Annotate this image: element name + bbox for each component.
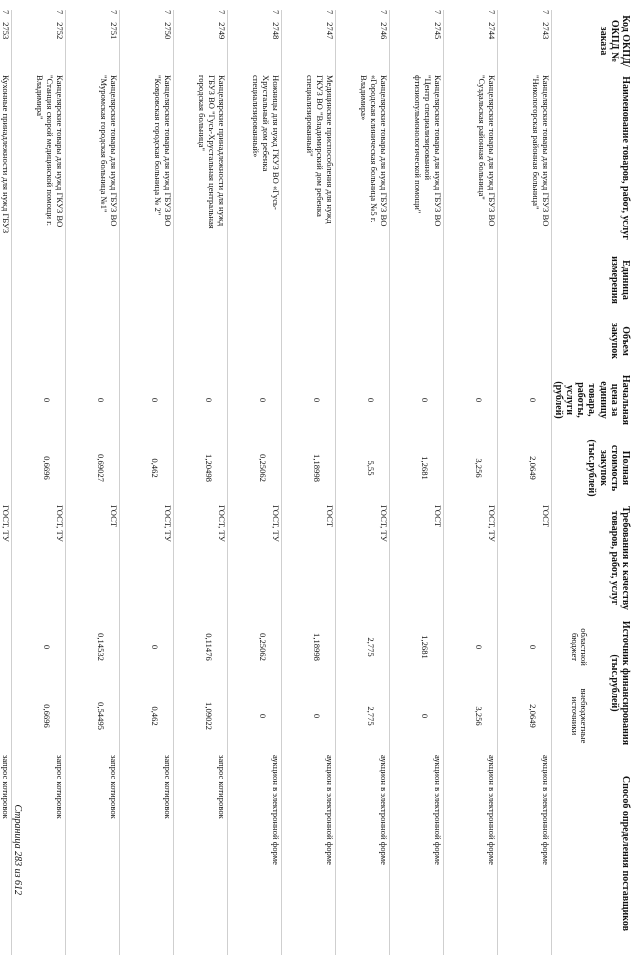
cell-requirements: ГОСТ, ТУ bbox=[119, 502, 173, 614]
order-number: 2747 bbox=[324, 22, 335, 40]
cell-method: аукцион в электронной форме bbox=[389, 752, 443, 955]
cell-requirements: ГОСТ, ТУ bbox=[443, 502, 497, 614]
header-unit: Единица измерения bbox=[608, 256, 631, 304]
cell-unit-price: 0 bbox=[65, 366, 119, 434]
cell-unit-price: 0 bbox=[389, 366, 443, 434]
cell-budget: 0,14532 bbox=[65, 614, 119, 680]
cell-volume bbox=[389, 316, 443, 366]
cell-name: Канцелярские товары для нужд ГБУЗ ВО "Муромская городская больница №1" bbox=[65, 72, 119, 244]
code-prefix: 7 bbox=[324, 10, 335, 15]
cell-requirements: ГОСТ, ТУ bbox=[0, 502, 11, 614]
header-name: Наименование товаров, работ, услуг bbox=[620, 76, 631, 240]
table-row bbox=[0, 10, 11, 955]
table-row bbox=[227, 10, 281, 955]
cell-requirements: ГОСТ bbox=[497, 502, 551, 614]
order-number: 2745 bbox=[432, 22, 443, 40]
table-row bbox=[389, 10, 443, 955]
cell-volume bbox=[65, 316, 119, 366]
code-prefix: 7 bbox=[378, 10, 389, 15]
cell-code bbox=[281, 10, 335, 72]
table-header-row bbox=[589, 10, 632, 955]
table-row bbox=[173, 10, 227, 955]
cell-offbudget bbox=[0, 680, 11, 752]
code-prefix: 7 bbox=[0, 10, 11, 15]
cell-code bbox=[389, 10, 443, 72]
cell-total-cost: 1,2681 bbox=[389, 434, 443, 502]
cell-total-cost bbox=[0, 434, 11, 502]
cell-unit bbox=[0, 244, 11, 316]
cell-offbudget: 0 bbox=[389, 680, 443, 752]
cell-name: Кухонные принадлежности для нужд ГБУЗ bbox=[0, 72, 11, 244]
code-prefix: 7 bbox=[162, 10, 173, 15]
cell-volume bbox=[497, 316, 551, 366]
cell-requirements: ГОСТ, ТУ bbox=[11, 502, 65, 614]
header-unit-price: Начальная цена за единицу товара, работы, услуги (рублей) bbox=[552, 374, 631, 426]
cell-total-cost: 0,25062 bbox=[227, 434, 281, 502]
cell-offbudget: 3,256 bbox=[443, 680, 497, 752]
cell-total-cost: 0,6696 bbox=[11, 434, 65, 502]
cell-budget: 1,18998 bbox=[281, 614, 335, 680]
cell-volume bbox=[173, 316, 227, 366]
cell-unit bbox=[227, 244, 281, 316]
cell-unit-price: 0 bbox=[281, 366, 335, 434]
cell-total-cost: 1,18998 bbox=[281, 434, 335, 502]
cell-method: аукцион в электронной форме bbox=[227, 752, 281, 955]
cell-method: аукцион в электронной форме bbox=[497, 752, 551, 955]
cell-volume bbox=[227, 316, 281, 366]
cell-unit bbox=[335, 244, 389, 316]
cell-unit-price: 0 bbox=[173, 366, 227, 434]
cell-requirements: ГОСТ bbox=[65, 502, 119, 614]
code-prefix: 7 bbox=[216, 10, 227, 15]
cell-offbudget: 0,54495 bbox=[65, 680, 119, 752]
cell-name: Канцелярские товары для нужд ГБУЗ ВО "Никологорская районная больница" bbox=[497, 72, 551, 244]
cell-total-cost: 5,55 bbox=[335, 434, 389, 502]
cell-total-cost: 1,20498 bbox=[173, 434, 227, 502]
cell-code bbox=[227, 10, 281, 72]
cell-volume bbox=[281, 316, 335, 366]
header-financing: Источник финансирования (тыс.рублей) bbox=[608, 620, 631, 746]
cell-code bbox=[173, 10, 227, 72]
cell-offbudget: 0 bbox=[227, 680, 281, 752]
code-prefix: 7 bbox=[432, 10, 443, 15]
cell-unit bbox=[65, 244, 119, 316]
cell-unit-price: 0 bbox=[443, 366, 497, 434]
cell-unit-price: 0 bbox=[497, 366, 551, 434]
header-method: Способ определения поставщиков bbox=[620, 775, 631, 932]
cell-unit-price: 0 bbox=[335, 366, 389, 434]
page-footer: Страница 283 из 612 bbox=[12, 804, 23, 895]
order-number: 2751 bbox=[108, 22, 119, 40]
table-row bbox=[65, 10, 119, 955]
cell-code bbox=[0, 10, 11, 72]
cell-budget: 0 bbox=[497, 614, 551, 680]
cell-name: Канцелярские товары для нужд ГБУЗ ВО "Суздальская районная больница" bbox=[443, 72, 497, 244]
cell-method: аукцион в электронной форме bbox=[335, 752, 389, 955]
procurement-table bbox=[0, 10, 632, 955]
cell-offbudget: 1,09022 bbox=[173, 680, 227, 752]
cell-total-cost: 0,462 bbox=[119, 434, 173, 502]
cell-name: Канцелярские товары для нужд ГБУЗ ВО "Центр специализированной фтизиопульмонологической помощи" bbox=[389, 72, 443, 244]
cell-method: аукцион в электронной форме bbox=[443, 752, 497, 955]
code-prefix: 7 bbox=[54, 10, 65, 15]
cell-name: Канцелярские товары для нужд ГБУЗ ВО «Городская клиническая больница №5 г. Владимира» bbox=[335, 72, 389, 244]
cell-unit bbox=[173, 244, 227, 316]
table-row bbox=[281, 10, 335, 955]
cell-unit bbox=[443, 244, 497, 316]
code-prefix: 7 bbox=[108, 10, 119, 15]
table-row bbox=[497, 10, 551, 955]
cell-requirements: ГОСТ, ТУ bbox=[227, 502, 281, 614]
table-row bbox=[119, 10, 173, 955]
cell-method: запрос котировок bbox=[0, 752, 11, 955]
header-volume: Объем закупок bbox=[608, 322, 631, 360]
cell-code bbox=[119, 10, 173, 72]
cell-volume bbox=[443, 316, 497, 366]
code-prefix: 7 bbox=[486, 10, 497, 15]
cell-requirements: ГОСТ, ТУ bbox=[173, 502, 227, 614]
header-requirements: Требования к качеству товаров, работ, услуг bbox=[608, 506, 631, 610]
cell-unit bbox=[497, 244, 551, 316]
cell-offbudget: 0,6696 bbox=[11, 680, 65, 752]
cell-offbudget: 0 bbox=[281, 680, 335, 752]
cell-requirements: ГОСТ, ТУ bbox=[335, 502, 389, 614]
table-row bbox=[443, 10, 497, 955]
order-number: 2750 bbox=[162, 22, 173, 40]
cell-unit bbox=[389, 244, 443, 316]
cell-unit-price: 0 bbox=[11, 366, 65, 434]
table-row bbox=[335, 10, 389, 955]
cell-unit-price bbox=[0, 366, 11, 434]
order-number: 2746 bbox=[378, 22, 389, 40]
cell-volume bbox=[335, 316, 389, 366]
cell-budget: 0 bbox=[443, 614, 497, 680]
cell-code bbox=[65, 10, 119, 72]
cell-total-cost: 0,69027 bbox=[65, 434, 119, 502]
cell-unit-price: 0 bbox=[119, 366, 173, 434]
code-prefix: 7 bbox=[270, 10, 281, 15]
cell-method: аукцион в электронной форме bbox=[281, 752, 335, 955]
cell-total-cost: 3,256 bbox=[443, 434, 497, 502]
cell-offbudget: 0,462 bbox=[119, 680, 173, 752]
header-total-cost: Полная стоимость закупок (тыс.рублей) bbox=[586, 439, 631, 497]
cell-method: запрос котировок bbox=[173, 752, 227, 955]
table-body bbox=[0, 10, 551, 955]
code-prefix: 7 bbox=[540, 10, 551, 15]
cell-budget: 2,775 bbox=[335, 614, 389, 680]
cell-budget: 0 bbox=[119, 614, 173, 680]
cell-budget: 0,25062 bbox=[227, 614, 281, 680]
cell-total-cost: 2,0649 bbox=[497, 434, 551, 502]
header-offbudget: внебюджетные источники bbox=[569, 688, 590, 744]
header-budget: областной бюджет bbox=[569, 628, 590, 666]
cell-budget: 0 bbox=[11, 614, 65, 680]
cell-offbudget: 2,0649 bbox=[497, 680, 551, 752]
cell-budget: 0,11476 bbox=[173, 614, 227, 680]
header-code: Код ОКПД/ ОКПД № заказа bbox=[597, 15, 631, 67]
cell-code bbox=[497, 10, 551, 72]
order-number: 2753 bbox=[0, 22, 11, 40]
cell-method: запрос котировок bbox=[65, 752, 119, 955]
order-number: 2748 bbox=[270, 22, 281, 40]
cell-unit bbox=[281, 244, 335, 316]
cell-unit bbox=[119, 244, 173, 316]
order-number: 2744 bbox=[486, 22, 497, 40]
cell-budget: 1,2681 bbox=[389, 614, 443, 680]
cell-requirements: ГОСТ bbox=[281, 502, 335, 614]
cell-volume bbox=[0, 316, 11, 366]
cell-method: запрос котировок bbox=[119, 752, 173, 955]
cell-name: Канцелярские товары для нужд ГКУЗ ВО "Станция скорой медицинской помощи г. Владимира" bbox=[11, 72, 65, 244]
cell-code bbox=[335, 10, 389, 72]
cell-name: Медицинские приспособления для нужд ГКУЗ ВО "Владимирский дом ребенка специализированный" bbox=[281, 72, 335, 244]
cell-name: Ножницы для нужд ГКУЗ ВО «Гусь-Хрустальный дом ребенка специализированный» bbox=[227, 72, 281, 244]
order-number: 2749 bbox=[216, 22, 227, 40]
order-number: 2743 bbox=[540, 22, 551, 40]
cell-name: Канцелярские принадлежности для нужд ГБУЗ ВО "Гусь-Хрустальная центральная городская больница" bbox=[173, 72, 227, 244]
cell-code bbox=[443, 10, 497, 72]
cell-offbudget: 2,775 bbox=[335, 680, 389, 752]
cell-requirements: ГОСТ bbox=[389, 502, 443, 614]
order-number: 2752 bbox=[54, 22, 65, 40]
cell-volume bbox=[119, 316, 173, 366]
cell-unit-price: 0 bbox=[227, 366, 281, 434]
cell-budget bbox=[0, 614, 11, 680]
cell-method: запрос котировок bbox=[11, 752, 65, 955]
cell-name: Канцелярские товары для нужд ГБУЗ ВО "Ковровская городская больница № 2" bbox=[119, 72, 173, 244]
